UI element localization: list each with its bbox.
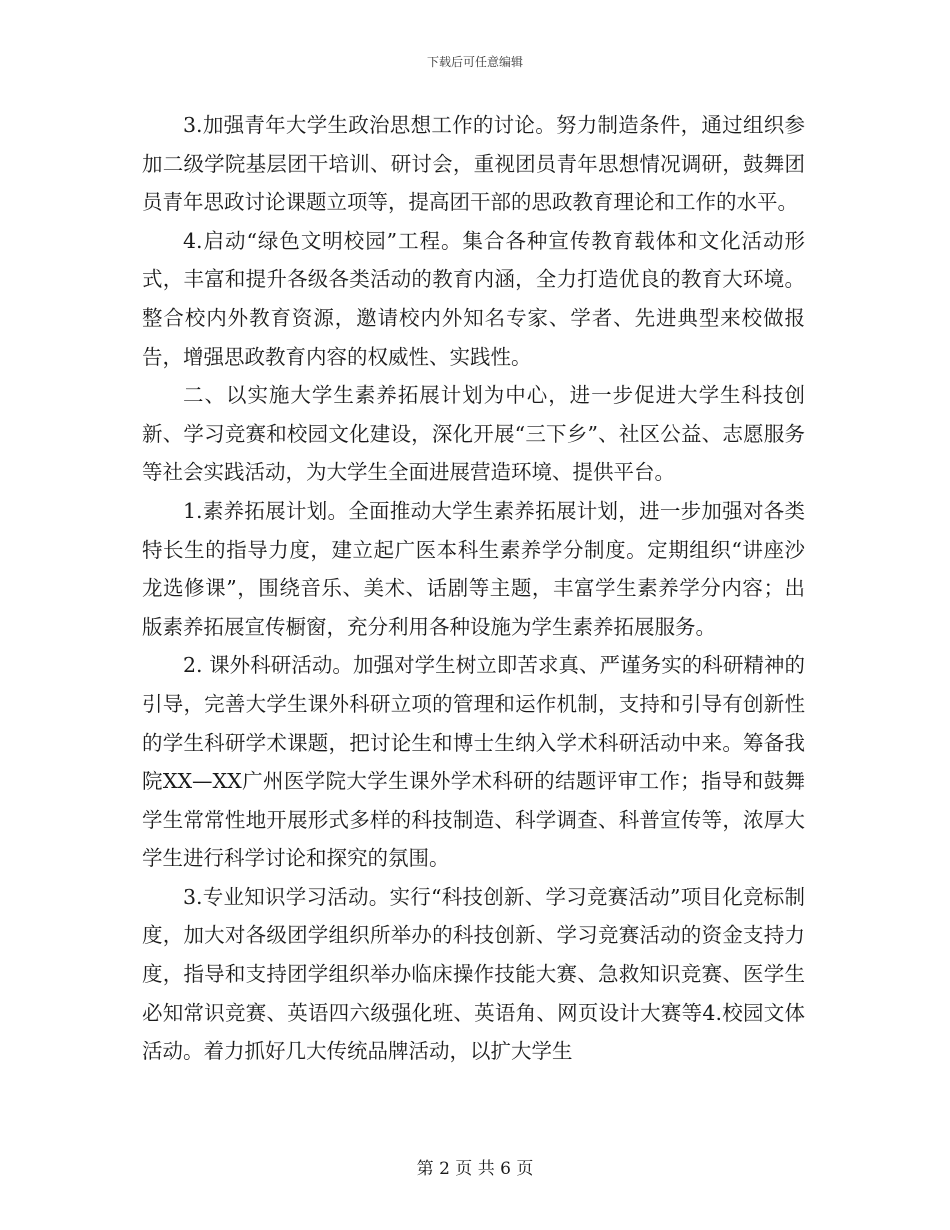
paragraph: 1.素养拓展计划。全面推动大学生素养拓展计划，进一步加强对各类特长生的指导力度，建立起广医本科生素养学分制度。定期组织“讲座沙龙选修课”，围绕音乐、美术、话剧等主题，丰富学生素养学分内容；出版素养拓展宣传橱窗，充分利用各种设施为学生素养拓展服务。 bbox=[142, 498, 805, 639]
paragraph: 二、以实施大学生素养拓展计划为中心，进一步促进大学生科技创新、学习竞赛和校园文化建设，深化开展“三下乡”、社区公益、志愿服务等社会实践活动，为大学生全面进展营造环境、提供平台。 bbox=[142, 383, 805, 485]
paragraph: 3.专业知识学习活动。实行“科技创新、学习竞赛活动”项目化竞标制度，加大对各级团学组织所举办的科技创新、学习竞赛活动的资金支持力度，指导和支持团学组织举办临床操作技能大赛、急救知识竞赛、医学生必知常识竞赛、英语四六级强化班、英语角、网页设计大赛等4.校园文体活动。着力抓好几大传统品牌活动，以扩大学生 bbox=[142, 884, 805, 1064]
page-header: 下载后可任意编辑 bbox=[426, 55, 523, 69]
paragraph: 4.启动“绿色文明校园”工程。集合各种宣传教育载体和文化活动形式，丰富和提升各级各类活动的教育内涵，全力打造优良的教育大环境。整合校内外教育资源，邀请校内外知名专家、学者、先进典型来校做报告，增强思政教育内容的权威性、实践性。 bbox=[142, 228, 805, 369]
paragraph: 2. 课外科研活动。加强对学生树立即苦求真、严谨务实的科研精神的引导，完善大学生课外科研立项的管理和运作机制，支持和引导有创新性的学生科研学术课题，把讨论生和博士生纳入学术科研活动中来。筹备我院XX—XX广州医学院大学生课外学术科研的结题评审工作；指导和鼓舞学生常常性地开展形式多样的科技制造、科学调查、科普宣传等，浓厚大学生进行科学讨论和探究的氛围。 bbox=[142, 653, 805, 871]
document-body bbox=[142, 106, 805, 1071]
page-footer: 第 2 页 共 6 页 bbox=[416, 1159, 534, 1179]
paragraph: 3.加强青年大学生政治思想工作的讨论。努力制造条件，通过组织参加二级学院基层团干培训、研讨会，重视团员青年思想情况调研，鼓舞团员青年思政讨论课题立项等，提高团干部的思政教育理论和工作的水平。 bbox=[142, 113, 805, 215]
